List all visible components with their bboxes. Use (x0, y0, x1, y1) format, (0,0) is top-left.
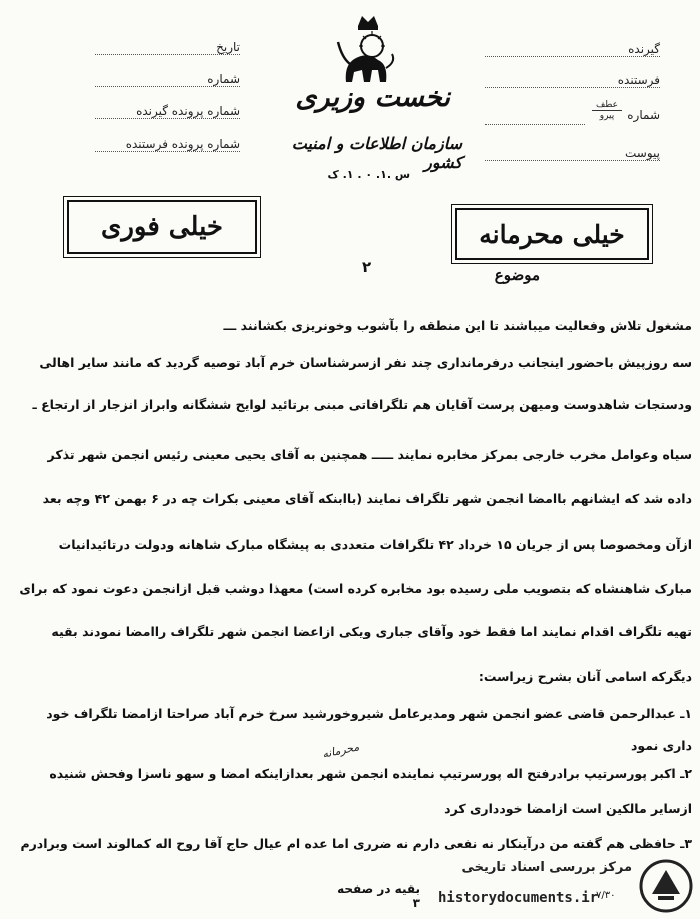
number-label-left: شماره (207, 72, 240, 86)
number-fraction (592, 100, 622, 121)
number-top-label: عطف (592, 100, 622, 111)
number-field-line (485, 124, 585, 125)
number-bottom-label: پیرو (599, 111, 615, 121)
number-field-left (95, 72, 240, 87)
body-line: سه روزپیش باحضور اینجانب درفرمانداری چند نفر ازسرشناسان خرم آباد توصیه گردید که مانند سایر اهالی (39, 355, 692, 370)
sender-label: فرستنده (617, 73, 660, 87)
body-line: ازسایر مالکین است ازامضا خودداری کرد (444, 801, 692, 816)
classification-stamp (455, 208, 649, 260)
recipient-field (485, 42, 660, 57)
attachment-label: پیوست (625, 146, 660, 160)
body-line: دیگرکه اسامی آنان بشرح زیراست: (478, 669, 692, 684)
subject-label: موضوع (494, 266, 540, 284)
date-label: تاریخ (216, 40, 240, 54)
urgency-text: خیلی فوری (100, 212, 223, 242)
sender-file-label: شماره پرونده فرستنده (125, 137, 240, 151)
recipient-label: گیرنده (628, 42, 660, 56)
handwritten-note: محرمانه (321, 740, 361, 761)
body-line: تهیه تلگراف اقدام نمایند اما فقط خود وآقای جباری ویکی ازاعضا انجمن شهر تلگراف راامضا نمودند بقیه (51, 624, 692, 639)
body-line: داده شد که ایشانهم باامضا انجمن شهر تلگراف نمایند (باابنکه آقای معینی بکرات چه در ۶ بهمن ۴۲ وچه بعد (42, 491, 692, 506)
urgency-stamp (67, 200, 257, 254)
sender-file-field (95, 137, 240, 152)
body-line: مشغول تلاش وفعالیت میباشند تا این منطقه را بآشوب وخونریزی بکشانند ـــ (223, 318, 692, 333)
body-line: ودستجات شاهدوست ومیهن پرست آقایان هم تلگرافاتی مبنی برتائید لوایح ششگانه وابراز انزجار از ارتجاع ـ (32, 397, 692, 412)
organization-subtitle: سازمان اطلاعات و امنیت کشور (291, 134, 462, 172)
body-line: داری نمود (630, 738, 692, 753)
number-field-right (485, 108, 660, 122)
lion-and-sun-emblem-icon (328, 12, 408, 92)
body-line: سیاه وعوامل مخرب خارجی بمرکز مخابره نمایند ـــــ همچنین به آقای یحیی معینی رئیس انجمن شهر تذکر (47, 447, 692, 462)
body-line: ازآن ومخصوصا پس از جریان ۱۵ خرداد ۴۲ تلگرافات متعددی به پیشگاه مبارک شاهانه ودولت درتائیدانیات (58, 537, 692, 552)
watermark-logo-icon (638, 858, 694, 914)
ministry-title: نخست وزیری (295, 82, 450, 113)
reference-code: س .۱. ۰ . ۱. ک (327, 168, 410, 181)
recipient-file-field (95, 104, 240, 119)
number-label-right: شماره (627, 108, 660, 122)
attachment-field (485, 146, 660, 161)
classification-text: خیلی محرمانه (479, 219, 625, 249)
body-line: ۳ـ حافظی هم گفته من درآینکار نه نفعی دارم نه ضرری اما عده ام عیال حاج آقا روح اله کمالوند است وبرادرم (20, 836, 692, 851)
body-line: مبارک شاهنشاه که بتصویب ملی رسیده بود مخابره کرده است) معهذا دوشب قبل ازانجمن دعوت نمود که برای (19, 581, 692, 596)
recipient-file-label: شماره پرونده گیرنده (136, 104, 240, 118)
date-field (95, 40, 240, 55)
document-code: ۷/۳۰ (596, 890, 616, 901)
watermark-url: historydocuments.ir (438, 890, 599, 906)
continuation-note: بقیه در صفحه ۳ (337, 882, 420, 910)
watermark-name: مرکز بررسی اسناد تاریخی (461, 860, 632, 875)
page-number: ۲ (362, 258, 372, 276)
body-line: ۲ـ اکبر پورسرتیپ برادرفتح اله پورسرتیپ نماینده انجمن شهر بعدازاینکه امضا و سهو ناسزا وفحش شنیده (49, 766, 692, 781)
sender-field (485, 73, 660, 88)
body-line: ۱ـ عبدالرحمن قاضی عضو انجمن شهر ومدیرعامل شیروخورشید سرخ خرم آباد صراحتا ازامضا تلگراف خود (46, 706, 692, 721)
